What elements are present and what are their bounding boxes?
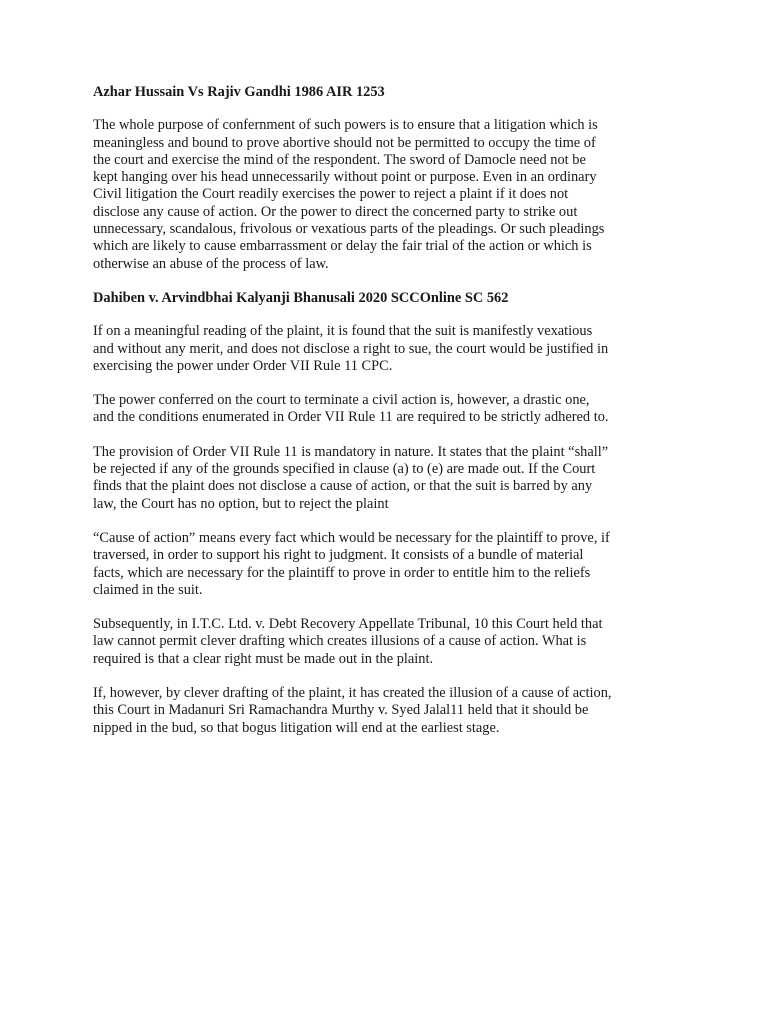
document-page <box>93 84 683 754</box>
text-line: The whole purpose of confernment of such powers is to ensure that a litigation which is <box>93 117 598 134</box>
paragraph <box>93 117 683 273</box>
text-line: traversed, in order to support his right to judgment. It consists of a bundle of material <box>93 547 584 564</box>
text-line: disclose any cause of action. Or the power to direct the concerned party to strike out <box>93 203 578 220</box>
paragraph <box>93 685 683 737</box>
text-line: Civil litigation the Court readily exercises the power to reject a plaint if it does not <box>93 186 569 203</box>
paragraph <box>93 530 683 599</box>
text-line: facts, which are necessary for the plaintiff to prove in order to entitle him to the reliefs <box>93 564 591 581</box>
text-line: kept hanging over his head unnecessarily without point or purpose. Even in an ordinary <box>93 169 597 186</box>
case-title: Azhar Hussain Vs Rajiv Gandhi 1986 AIR 1253 <box>93 84 385 100</box>
text-line: required is that a clear right must be made out in the plaint. <box>93 650 434 667</box>
paragraph <box>93 444 683 513</box>
case-section-2 <box>93 290 683 737</box>
case-section-1 <box>93 84 683 273</box>
text-line: and the conditions enumerated in Order VII Rule 11 are required to be strictly adhered to. <box>93 409 609 426</box>
text-line: be rejected if any of the grounds specified in clause (a) to (e) are made out. If the Court <box>93 461 596 478</box>
text-line: claimed in the suit. <box>93 581 203 598</box>
text-line: unnecessary, scandalous, frivolous or vexatious parts of the pleadings. Or such pleadings <box>93 221 605 238</box>
text-line: exercising the power under Order VII Rule 11 CPC. <box>93 357 393 374</box>
text-line: otherwise an abuse of the process of law. <box>93 255 329 272</box>
text-line: The provision of Order VII Rule 11 is mandatory in nature. It states that the plaint “shall” <box>93 443 609 460</box>
text-line: which are likely to cause embarrassment or delay the fair trial of the action or which is <box>93 238 592 255</box>
text-line: meaningless and bound to prove abortive should not be permitted to occupy the time of <box>93 134 596 151</box>
text-line: the court and exercise the mind of the respondent. The sword of Damocle need not be <box>93 151 586 168</box>
text-line: Subsequently, in I.T.C. Ltd. v. Debt Recovery Appellate Tribunal, 10 this Court held that <box>93 616 603 633</box>
paragraph <box>93 323 683 375</box>
text-line: nipped in the bud, so that bogus litigation will end at the earliest stage. <box>93 719 500 736</box>
text-line: law, the Court has no option, but to reject the plaint <box>93 495 389 512</box>
text-line: and without any merit, and does not disclose a right to sue, the court would be justified in <box>93 340 609 357</box>
text-line: The power conferred on the court to terminate a civil action is, however, a drastic one, <box>93 392 590 409</box>
text-line: If on a meaningful reading of the plaint, it is found that the suit is manifestly vexatious <box>93 323 593 340</box>
text-line: finds that the plaint does not disclose a cause of action, or that the suit is barred by any <box>93 478 593 495</box>
paragraph <box>93 616 683 668</box>
case-title: Dahiben v. Arvindbhai Kalyanji Bhanusali 2020 SCCOnline SC 562 <box>93 289 509 306</box>
text-line: “Cause of action” means every fact which would be necessary for the plaintiff to prove, if <box>93 529 610 546</box>
text-line: If, however, by clever drafting of the plaint, it has created the illusion of a cause of action, <box>93 685 612 702</box>
text-line: law cannot permit clever drafting which creates illusions of a cause of action. What is <box>93 633 587 650</box>
paragraph <box>93 392 683 427</box>
text-line: this Court in Madanuri Sri Ramachandra Murthy v. Syed Jalal11 held that it should be <box>93 702 589 719</box>
